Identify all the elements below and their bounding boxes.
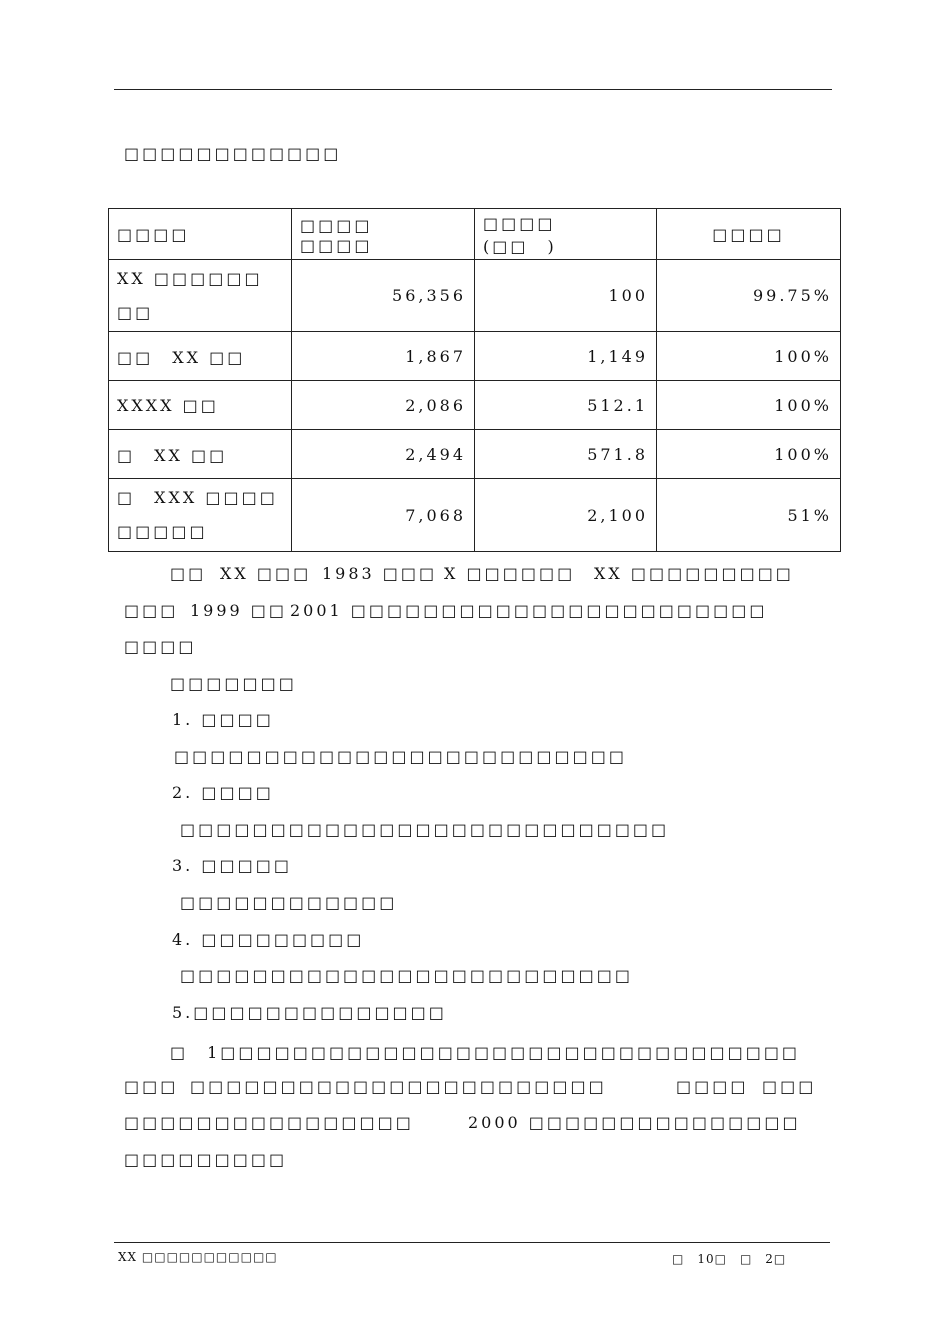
company-name-cell: □ XX □□ xyxy=(109,430,292,479)
company-name-line2: □□ xyxy=(117,302,154,322)
value-cell: 571.8 xyxy=(475,430,657,479)
para1-fragment: 2001 □□□□□□□□□□□□□□□□□□□□□□□ xyxy=(290,601,768,620)
share-cell: 100% xyxy=(657,332,841,381)
company-name-cell: XXXX □□ xyxy=(109,381,292,430)
item-title: 2. □□□□ xyxy=(172,783,274,802)
value-cell: 2,086 xyxy=(292,381,475,430)
footer-rule xyxy=(114,1242,830,1243)
company-name-cell: □□ XX □□ xyxy=(109,332,292,381)
section-heading: □□□□□□□ xyxy=(170,674,297,693)
para2-fragment: □□□ xyxy=(124,1077,179,1096)
value-cell: 2,494 xyxy=(292,430,475,479)
item-desc: □□□□□□□□□□□□ xyxy=(180,893,398,912)
share-cell: 100% xyxy=(657,430,841,479)
company-name-cell xyxy=(109,260,292,332)
footer-company: XX □□□□□□□□□□□ xyxy=(118,1250,278,1264)
table-row xyxy=(109,260,841,332)
value-cell: 7,068 xyxy=(292,479,475,552)
share-cell: 99.75% xyxy=(657,260,841,332)
value-cell: 100 xyxy=(475,260,657,332)
footer-page-number: □ 10□ □ 2□ xyxy=(672,1252,787,1266)
header-rule xyxy=(114,89,832,90)
item-desc: □□□□□□□□□□□□□□□□□□□□□□□□□ xyxy=(174,747,627,766)
header-cell: □□□□ xyxy=(657,209,841,260)
para2-fragment: □□□ xyxy=(762,1077,817,1096)
company-name-line2: □□□□□ xyxy=(117,522,208,541)
value-cell: 1,867 xyxy=(292,332,475,381)
table-row xyxy=(109,381,841,430)
item-title: 5.□□□□□□□□□□□□□□ xyxy=(172,1003,447,1022)
para1-fragment: XX □□□□□□□□□ xyxy=(594,564,794,583)
item-title: 1. □□□□ xyxy=(172,710,274,729)
item-desc: □□□□□□□□□□□□□□□□□□□□□□□□□ xyxy=(180,966,633,985)
para1-fragment: X □□□□□□ xyxy=(444,564,576,583)
company-name: XX □□□□□□ xyxy=(117,268,263,288)
para1-fragment: □□□ xyxy=(124,601,179,620)
value-cell: 56,356 xyxy=(292,260,475,332)
share-cell: 100% xyxy=(657,381,841,430)
company-name-cell xyxy=(109,479,292,552)
para2-fragment: □□□□□□□□□□□□□□□□ xyxy=(124,1113,414,1132)
header-cell: □□□□ xyxy=(109,209,292,260)
para2-fragment: □□□□□□□□□□□□□□□□□□□□□□□ xyxy=(190,1077,607,1096)
para2-line: □□□□□□□□□ xyxy=(124,1150,288,1169)
item-desc: □□□□□□□□□□□□□□□□□□□□□□□□□□□ xyxy=(180,820,670,839)
header-cell: □□□□ □□□□ xyxy=(292,209,475,260)
share-cell: 51% xyxy=(657,479,841,552)
value-cell: 1,149 xyxy=(475,332,657,381)
para1-fragment: 1983 □□□ xyxy=(322,564,438,583)
item-title: 3. □□□□□ xyxy=(172,856,292,875)
para1-fragment: 1999 □□ xyxy=(190,601,288,620)
table-header-row xyxy=(109,209,841,260)
para1-line: □□□□ xyxy=(124,637,197,656)
table-row xyxy=(109,479,841,552)
header-cell: □□□□ (□□ ) xyxy=(475,209,657,260)
value-cell: 2,100 xyxy=(475,479,657,552)
company-name: □ XXX □□□□ xyxy=(117,488,278,507)
item-title: 4. □□□□□□□□□ xyxy=(172,930,365,949)
para1-fragment: □□ xyxy=(170,564,207,583)
para2-fragment: 2000 □□□□□□□□□□□□□□□ xyxy=(468,1113,801,1132)
table-intro: □□□□□□□□□□□□ xyxy=(124,144,342,163)
para1-fragment: XX □□□ xyxy=(220,564,312,583)
table-row xyxy=(109,332,841,381)
value-cell: 512.1 xyxy=(475,381,657,430)
table-row xyxy=(109,430,841,479)
para2-fragment: □□□□ xyxy=(676,1077,749,1096)
para2-line: □ 1□□□□□□□□□□□□□□□□□□□□□□□□□□□□□□□□ xyxy=(170,1043,801,1062)
company-table xyxy=(108,208,841,552)
